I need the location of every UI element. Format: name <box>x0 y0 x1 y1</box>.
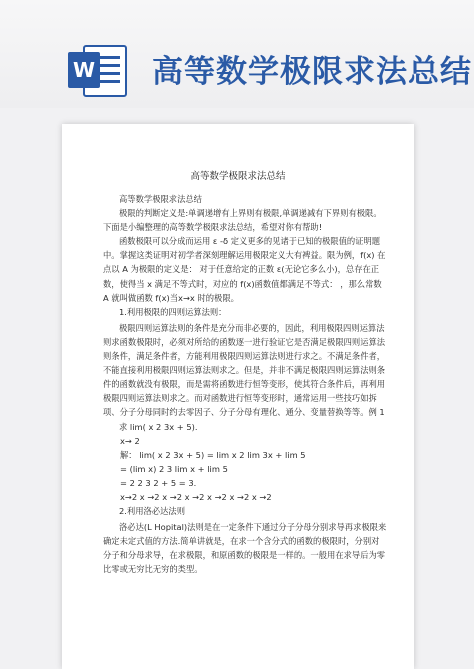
document-body <box>103 192 387 577</box>
document-page <box>62 124 414 669</box>
paragraph: 1.利用极限的四则运算法则： <box>119 306 227 317</box>
document-title: 高等数学极限求法总结 <box>190 171 286 182</box>
word-logo-letter: W <box>72 58 96 82</box>
formula-line: x→2 x →2 x →2 x →2 x →2 x →2 x →2 <box>120 491 272 502</box>
formula-line: 解： lim( x 2 3x + 5) = lim x 2 lim 3x + lim 5 <box>120 449 306 460</box>
banner-title: 高等数学极限求法总结 <box>152 54 472 90</box>
word-doc-icon <box>66 42 130 98</box>
paragraph: 函数极限可以分成而运用 ε -δ 定义更多的见诸于已知的极限值的证明题中。掌握这类证明对初学者深刻理解运用极限定义大有裨益。限为例，f(x) 在点以 A 为极限的定义是： 对于任意给定的正数 ε(无论它多么小)，总存在正数，使得当 x 满足不等式时，对应的 f(x)函数值都满足不等式： ，那么常数 A 就叫做函数 f(x)当x→x 时的极限。 <box>103 236 386 303</box>
paragraph: 极限四则运算法则的条件是充分而非必要的，因此，利用极限四则运算法则求函数极限时，必须对所给的函数逐一进行验证它是否满足极限四则运算法则条件，满足条件者，方能利用极限四则运算法则进行求之。不满足条件者，不能直接利用极限四则运算法则求之。但是，并非不满足极限四则运算法则条件的函数就没有极限，而是需将函数进行恒等变形，使其符合条件后，再利用极限四则运算法则求之。而对函数进行恒等变形时，通常运用一些技巧如拆项、分子分母同时约去零因子、分子分母有理化、通分、变量替换等等。例 1 <box>103 322 386 418</box>
banner <box>0 0 474 108</box>
paragraph: 极限的判断定义是:单调递增有上界则有极限,单调递减有下界则有极限。下面是小编整理的高等数学极限求法总结，希望对你有帮助! <box>103 208 382 233</box>
formula-line: = 2 2 3 2 + 5 = 3. <box>120 477 197 488</box>
paragraph: 2.利用洛必达法则 <box>119 506 185 517</box>
formula-line: x→ 2 <box>120 435 140 446</box>
paragraph: 洛必达(L Hopital)法则是在一定条件下通过分子分母分别求导再求极限来确定未定式值的方法.简单讲就是，在求一个含分式的函数的极限时，分别对分子和分母求导，在求极限，和原函数的极限是一样的。一般用在求导后为零比零或无穷比无穷的类型。 <box>103 522 387 575</box>
formula-line: 求 lim( x 2 3x + 5). <box>119 421 198 432</box>
paragraph: 高等数学极限求法总结 <box>119 194 202 204</box>
formula-line: = (lim x) 2 3 lim x + lim 5 <box>120 463 228 474</box>
